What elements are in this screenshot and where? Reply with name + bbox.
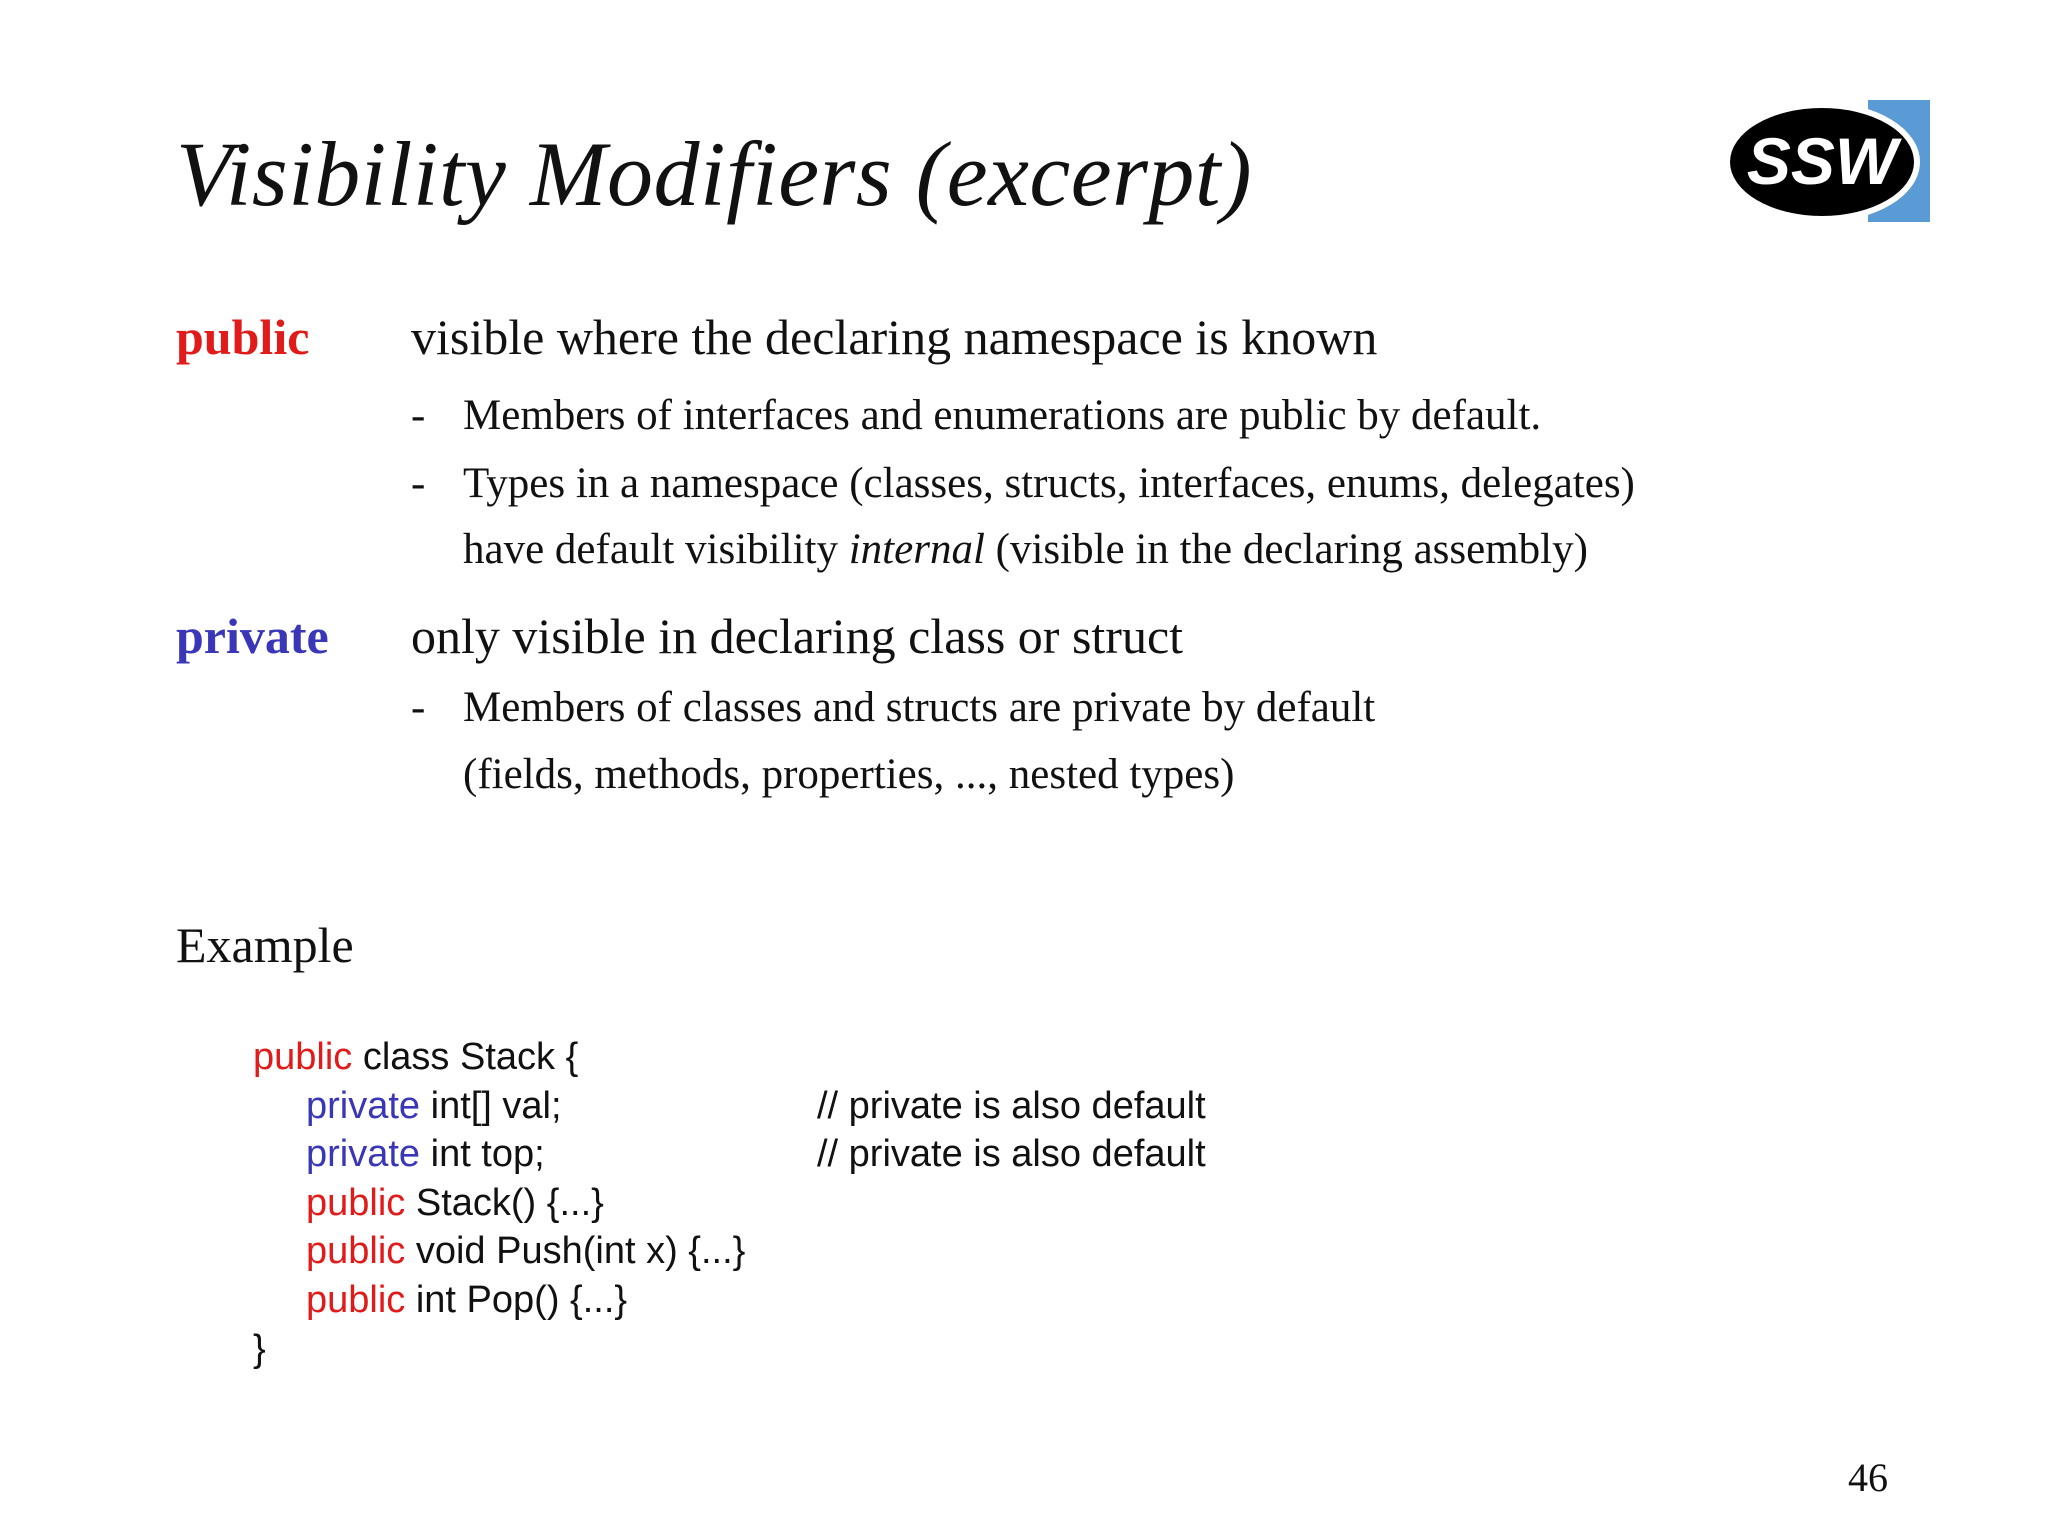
bullet-text: Members of interfaces and enumerations are public by default. xyxy=(463,392,1542,439)
private-description: only visible in declaring class or struct xyxy=(411,608,1184,664)
code-line: private int top; xyxy=(306,1133,545,1175)
logo-text: SSW xyxy=(1746,124,1898,198)
public-description: visible where the declaring namespace is known xyxy=(411,309,1378,365)
bullet-dash: - xyxy=(411,684,426,731)
bullet-dash: - xyxy=(411,392,426,439)
bullet-text-continued: (fields, methods, properties, ..., nested types) xyxy=(463,751,1235,798)
ssw-logo xyxy=(1720,100,1930,222)
code-line: private int[] val; xyxy=(306,1085,562,1127)
page-number: 46 xyxy=(1848,1455,1888,1500)
slide-title: Visibility Modifiers (excerpt) xyxy=(176,123,1253,225)
code-comment: // private is also default xyxy=(817,1085,1206,1127)
example-label: Example xyxy=(176,917,354,973)
bullet-text: Types in a namespace (classes, structs, interfaces, enums, delegates) xyxy=(463,460,1635,507)
code-line: public Stack() {...} xyxy=(306,1182,604,1224)
bullet-text: Members of classes and structs are private by default xyxy=(463,684,1376,731)
keyword-private: private xyxy=(176,608,329,664)
code-comment: // private is also default xyxy=(817,1133,1206,1175)
code-line: public int Pop() {...} xyxy=(306,1279,628,1321)
code-line: public class Stack { xyxy=(253,1036,579,1078)
bullet-dash: - xyxy=(411,460,426,507)
internal-term: internal xyxy=(848,526,985,573)
keyword-public: public xyxy=(176,309,310,365)
code-line: public void Push(int x) {...} xyxy=(306,1230,746,1272)
code-line: } xyxy=(253,1328,266,1370)
bullet-text-continued: have default visibility internal (visible in the declaring assembly) xyxy=(463,526,1588,573)
